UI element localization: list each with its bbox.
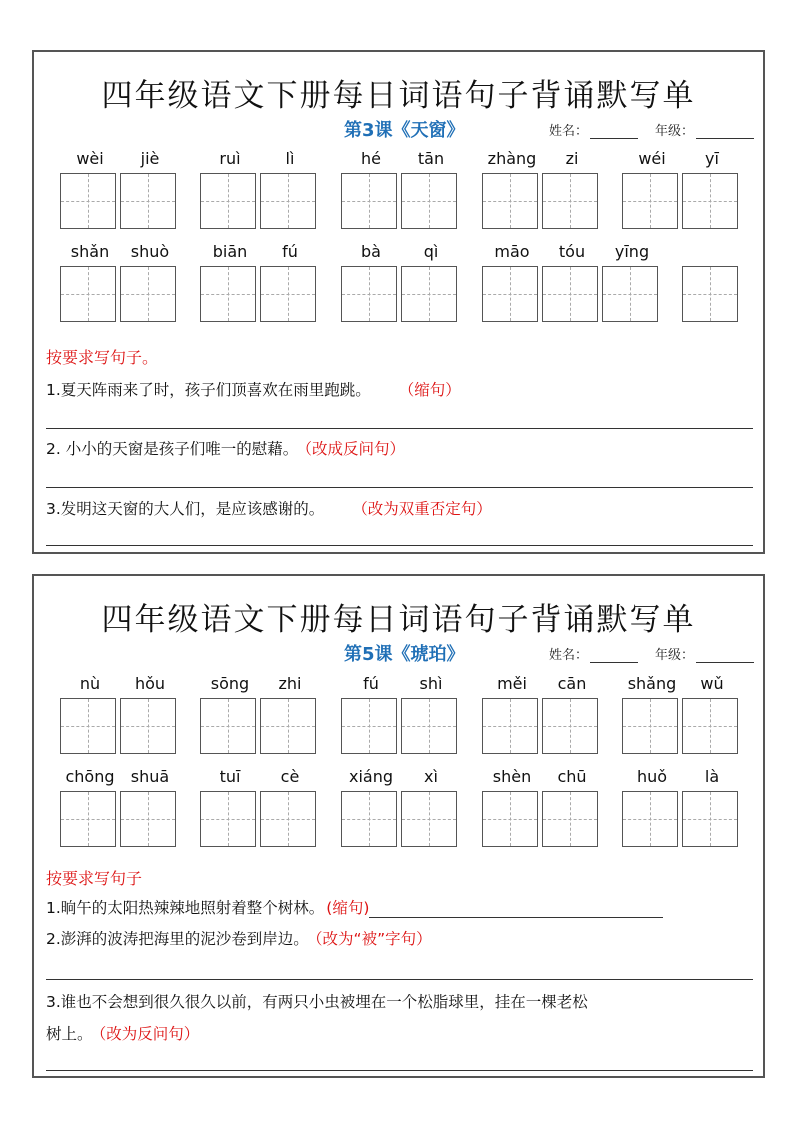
pinyin-label: shuā	[130, 767, 170, 786]
writing-box[interactable]	[482, 791, 538, 847]
word-row-1	[34, 674, 763, 764]
question-text: 1.晌午的太阳热辣辣地照射着整个树林。	[46, 899, 325, 917]
grade-blank[interactable]	[696, 138, 754, 139]
writing-box[interactable]	[682, 698, 738, 754]
answer-line[interactable]	[46, 487, 753, 488]
word-cell	[200, 767, 324, 857]
word-cell	[482, 767, 606, 857]
question-text: 3.谁也不会想到很久很久以前，有两只小虫被埋在一个松脂球里，挂在一棵老松	[46, 993, 588, 1011]
question-text: 1.夏天阵雨来了时，孩子们顶喜欢在雨里跑跳。	[46, 381, 371, 399]
word-cell	[200, 674, 324, 764]
word-cell	[341, 767, 465, 857]
name-blank[interactable]	[590, 662, 638, 663]
writing-box[interactable]	[482, 698, 538, 754]
question-2	[46, 437, 405, 459]
pinyin-label: hé	[361, 149, 381, 168]
writing-box[interactable]	[622, 173, 678, 229]
question-text: 2. 小小的天窗是孩子们唯一的慰藉。	[46, 440, 299, 458]
writing-box[interactable]	[341, 266, 397, 322]
pinyin-label: chōng	[65, 767, 115, 786]
grade-label: 年级：	[655, 124, 695, 139]
word-row-2	[34, 242, 763, 332]
worksheet-title: 四年级语文下册每日词语句子背诵默写单	[101, 602, 696, 638]
word-cell-blank	[682, 242, 800, 332]
writing-box[interactable]	[120, 173, 176, 229]
pinyin-label: tóu	[558, 242, 586, 261]
answer-line[interactable]	[46, 545, 753, 546]
question-text: 2.澎湃的波涛把海里的泥沙卷到岸边。	[46, 930, 309, 948]
writing-box[interactable]	[622, 791, 678, 847]
word-cell	[341, 242, 465, 332]
pinyin-label: yī	[705, 149, 719, 168]
pinyin-label: wéi	[638, 149, 666, 168]
question-2	[46, 927, 432, 949]
word-cell	[622, 674, 746, 764]
writing-box[interactable]	[401, 791, 457, 847]
pinyin-label: zhi	[278, 674, 302, 693]
section-heading: 按要求写句子	[46, 869, 143, 888]
answer-line[interactable]	[369, 901, 663, 918]
question-3	[46, 497, 492, 519]
pinyin-label: shèn	[492, 767, 532, 786]
word-row-1	[34, 149, 763, 239]
writing-box[interactable]	[602, 266, 658, 322]
pinyin-label: shǎng	[627, 674, 677, 693]
answer-line[interactable]	[46, 1070, 753, 1071]
name-field[interactable]	[549, 120, 638, 139]
word-row-2	[34, 767, 763, 857]
pinyin-label: zhàng	[487, 149, 537, 168]
pinyin-label: fú	[363, 674, 379, 693]
writing-box[interactable]	[682, 791, 738, 847]
grade-blank[interactable]	[696, 662, 754, 663]
question-3	[46, 990, 588, 1012]
writing-box[interactable]	[260, 173, 316, 229]
pinyin-label: tān	[417, 149, 445, 168]
writing-box[interactable]	[120, 266, 176, 322]
writing-box[interactable]	[682, 173, 738, 229]
pinyin-label: ruì	[219, 149, 241, 168]
writing-box[interactable]	[120, 698, 176, 754]
word-cell-three	[482, 242, 667, 332]
writing-box[interactable]	[542, 698, 598, 754]
pinyin-label: bà	[361, 242, 381, 261]
word-cell	[60, 767, 184, 857]
word-cell	[482, 149, 606, 239]
word-cell	[60, 242, 184, 332]
writing-box[interactable]	[542, 173, 598, 229]
worksheet-title: 四年级语文下册每日词语句子背诵默写单	[101, 78, 696, 114]
question-text: 树上。	[46, 1025, 93, 1043]
pinyin-label: shǎn	[70, 242, 110, 261]
writing-box[interactable]	[60, 173, 116, 229]
grade-field[interactable]	[655, 644, 754, 663]
writing-box[interactable]	[260, 266, 316, 322]
writing-box[interactable]	[200, 791, 256, 847]
pinyin-label: là	[704, 767, 720, 786]
name-label: 姓名：	[549, 648, 589, 663]
section-heading: 按要求写句子。	[46, 348, 159, 367]
word-cell	[622, 149, 746, 239]
pinyin-label: shì	[419, 674, 443, 693]
pinyin-label: qì	[423, 242, 439, 261]
writing-box[interactable]	[200, 173, 256, 229]
pinyin-label: māo	[494, 242, 530, 261]
question-1	[46, 378, 461, 400]
writing-box[interactable]	[60, 791, 116, 847]
writing-box[interactable]	[622, 698, 678, 754]
worksheet-card-lesson-5	[32, 574, 765, 1078]
writing-box[interactable]	[542, 791, 598, 847]
writing-box[interactable]	[60, 698, 116, 754]
writing-box[interactable]	[120, 791, 176, 847]
writing-box[interactable]	[341, 173, 397, 229]
pinyin-label: jiè	[140, 149, 160, 168]
writing-box[interactable]	[341, 791, 397, 847]
name-blank[interactable]	[590, 138, 638, 139]
pinyin-label: chū	[557, 767, 587, 786]
question-1	[46, 896, 663, 918]
answer-line[interactable]	[46, 979, 753, 980]
pinyin-label: fú	[282, 242, 298, 261]
question-text: 3.发明这天窗的大人们，是应该感谢的。	[46, 500, 325, 518]
pinyin-label: shuò	[130, 242, 170, 261]
pinyin-label: lì	[285, 149, 295, 168]
question-requirement: (缩句)	[326, 899, 370, 917]
worksheet-card-lesson-3	[32, 50, 765, 554]
writing-box[interactable]	[401, 173, 457, 229]
pinyin-label: cān	[557, 674, 587, 693]
pinyin-label: biān	[212, 242, 248, 261]
pinyin-label: hǒu	[134, 674, 166, 693]
pinyin-label: nù	[79, 674, 101, 693]
writing-box[interactable]	[401, 266, 457, 322]
grade-label: 年级：	[655, 648, 695, 663]
writing-box[interactable]	[482, 266, 538, 322]
question-3-continued	[46, 1022, 199, 1044]
question-requirement: （改为“被”字句）	[314, 930, 432, 948]
pinyin-label: zi	[565, 149, 579, 168]
writing-box[interactable]	[682, 266, 738, 322]
writing-box[interactable]	[200, 698, 256, 754]
lesson-title: 第3课《天窗》	[344, 120, 465, 141]
writing-box[interactable]	[260, 791, 316, 847]
pinyin-label: sōng	[210, 674, 250, 693]
grade-field[interactable]	[655, 120, 754, 139]
pinyin-label: xì	[424, 767, 438, 786]
writing-box[interactable]	[200, 266, 256, 322]
answer-line[interactable]	[46, 428, 753, 429]
name-label: 姓名：	[549, 124, 589, 139]
word-cell	[200, 149, 324, 239]
writing-box[interactable]	[482, 173, 538, 229]
pinyin-label: huǒ	[636, 767, 668, 786]
name-field[interactable]	[549, 644, 638, 663]
word-cell	[482, 674, 606, 764]
writing-box[interactable]	[260, 698, 316, 754]
question-requirement: （改为双重否定句）	[352, 500, 492, 518]
pinyin-label: wèi	[76, 149, 104, 168]
word-cell	[200, 242, 324, 332]
word-cell	[341, 149, 465, 239]
writing-box[interactable]	[542, 266, 598, 322]
pinyin-label: xiáng	[348, 767, 393, 786]
word-cell	[622, 767, 746, 857]
pinyin-label: měi	[497, 674, 527, 693]
writing-box[interactable]	[401, 698, 457, 754]
pinyin-label: yīng	[614, 242, 650, 261]
pinyin-label: wǔ	[700, 674, 724, 693]
word-cell	[60, 674, 184, 764]
question-requirement: （缩句）	[398, 381, 461, 399]
writing-box[interactable]	[341, 698, 397, 754]
word-cell	[60, 149, 184, 239]
question-requirement: （改为反问句）	[98, 1025, 200, 1043]
question-requirement: （改成反问句）	[304, 440, 405, 458]
lesson-title: 第5课《琥珀》	[344, 644, 465, 665]
pinyin-label: cè	[280, 767, 300, 786]
word-cell	[341, 674, 465, 764]
writing-box[interactable]	[60, 266, 116, 322]
pinyin-label: tuī	[219, 767, 241, 786]
